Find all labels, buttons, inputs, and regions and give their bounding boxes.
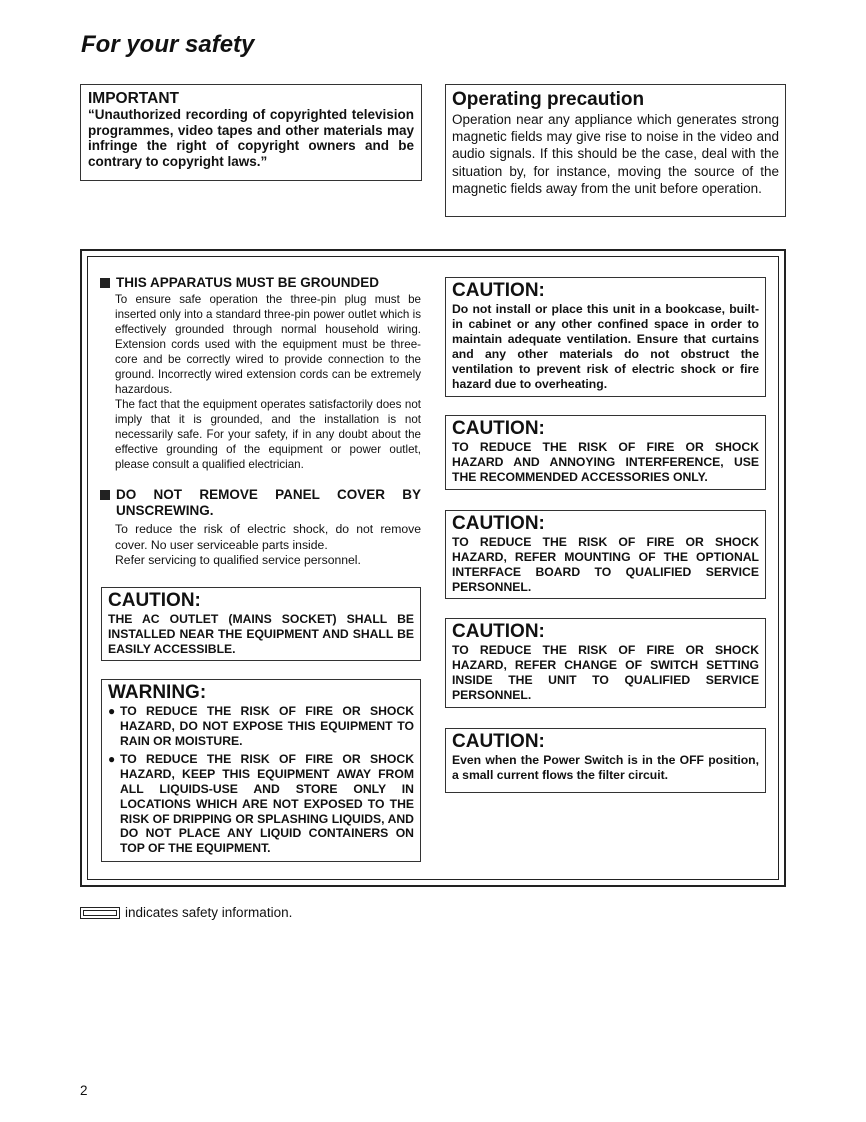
caution-heading: CAUTION: bbox=[452, 418, 545, 439]
caution-power-switch-box bbox=[445, 728, 766, 793]
caution-heading: CAUTION: bbox=[452, 513, 545, 534]
warning-item-text: TO REDUCE THE RISK OF FIRE OR SHOCK HAZARD, KEEP THIS EQUIPMENT AWAY FROM ALL LIQUIDS-USE AND STORE ONLY IN LOCATIONS WHICH ARE NOT EXPOSED TO THE RISK OF DRIPPING OR SPLASHING LIQUIDS, AND DO NOT PLACE ANY LIQUID CONTAINERS ON TOP OF THE EQUIPMENT. bbox=[120, 752, 414, 856]
caution-heading: CAUTION: bbox=[108, 590, 201, 611]
warning-item bbox=[108, 704, 414, 748]
grounded-heading: THIS APPARATUS MUST BE GROUNDED bbox=[116, 275, 380, 290]
square-bullet-icon bbox=[100, 278, 110, 288]
page-number: 2 bbox=[80, 1083, 88, 1098]
caution-ac-outlet-box bbox=[101, 587, 421, 661]
operating-precaution-box bbox=[445, 84, 786, 217]
operating-precaution-heading: Operating precaution bbox=[452, 89, 645, 110]
bullet-icon: ● bbox=[108, 704, 116, 718]
panel-cover-heading-line1: DO NOT REMOVE PANEL COVER BY bbox=[116, 487, 421, 502]
important-body: “Unauthorized recording of copyrighted television programmes, video tapes and other materials may infringe the right of copyright owners and be contrary to copyright laws.” bbox=[88, 107, 414, 169]
caution-switch-setting-body: TO REDUCE THE RISK OF FIRE OR SHOCK HAZARD, REFER CHANGE OF SWITCH SETTING INSIDE THE UNIT TO QUALIFIED SERVICE PERSONNEL. bbox=[452, 643, 759, 702]
warning-item bbox=[108, 752, 414, 856]
caution-accessories-box bbox=[445, 415, 766, 490]
caution-switch-setting-box bbox=[445, 618, 766, 708]
grounded-section bbox=[100, 275, 421, 472]
operating-precaution-body: Operation near any appliance which generates strong magnetic fields may give rise to noise in the video and audio signals. If this should be the case, deal with the situation by, for instance, moving the source of the magnetic fields away from the unit before operation. bbox=[452, 112, 779, 196]
caution-ventilation-box bbox=[445, 277, 766, 397]
legend-text: indicates safety information. bbox=[125, 905, 293, 920]
square-bullet-icon bbox=[100, 490, 110, 500]
caution-ventilation-body: Do not install or place this unit in a bookcase, built-in cabinet or any other confined space in order to maintain adequate ventilation. Ensure that curtains and any other materials do not obstruct the ventilation to prevent risk of electric shock or fire hazard due to overheating. bbox=[452, 302, 759, 391]
safety-information-frame-icon bbox=[80, 907, 120, 919]
page-title: For your safety bbox=[81, 31, 255, 58]
grounded-body bbox=[115, 292, 421, 472]
warning-box bbox=[101, 679, 421, 862]
important-notice-box bbox=[80, 84, 422, 181]
bullet-icon: ● bbox=[108, 752, 116, 767]
caution-heading: CAUTION: bbox=[452, 731, 545, 752]
panel-cover-line-1: To reduce the risk of electric shock, do not remove cover. No user serviceable parts inside. bbox=[115, 522, 421, 552]
panel-cover-line-2: Refer servicing to qualified service personnel. bbox=[115, 553, 361, 568]
grounded-paragraph-2: The fact that the equipment operates satisfactorily does not imply that it is grounded, and the installation is not necessarily safe. For your safety, if in any doubt about the effective grounding of the equipment or power outlet, please consult a qualified electrician. bbox=[115, 398, 421, 471]
caution-interface-board-body: TO REDUCE THE RISK OF FIRE OR SHOCK HAZARD, REFER MOUNTING OF THE OPTIONAL INTERFACE BOARD TO QUALIFIED SERVICE PERSONNEL. bbox=[452, 535, 759, 594]
important-heading: IMPORTANT bbox=[88, 90, 179, 107]
caution-interface-board-box bbox=[445, 510, 766, 599]
caution-heading: CAUTION: bbox=[452, 621, 545, 642]
warning-heading: WARNING: bbox=[108, 682, 207, 703]
panel-cover-heading-line2: UNSCREWING. bbox=[116, 503, 214, 518]
caution-accessories-body: TO REDUCE THE RISK OF FIRE OR SHOCK HAZARD AND ANNOYING INTERFERENCE, USE THE RECOMMENDED ACCESSORIES ONLY. bbox=[452, 440, 759, 484]
caution-heading: CAUTION: bbox=[452, 280, 545, 301]
panel-cover-section bbox=[100, 487, 421, 569]
panel-cover-body bbox=[115, 522, 421, 569]
caution-power-switch-body: Even when the Power Switch is in the OFF position, a small current flows the filter circuit. bbox=[452, 753, 759, 782]
grounded-paragraph-1: To ensure safe operation the three-pin plug must be inserted only into a standard three-pin power outlet which is effectively grounded through normal household wiring. Extension cords used with the equipment must be three-core and be correctly wired to provide connection to the ground. Incorrectly wired extension cords can be extremely hazardous. bbox=[115, 293, 421, 396]
caution-ac-outlet-body: THE AC OUTLET (MAINS SOCKET) SHALL BE INSTALLED NEAR THE EQUIPMENT AND SHALL BE EASILY ACCESSIBLE. bbox=[108, 612, 414, 656]
warning-item-text: TO REDUCE THE RISK OF FIRE OR SHOCK HAZARD, DO NOT EXPOSE THIS EQUIPMENT TO RAIN OR MOISTURE. bbox=[120, 704, 414, 748]
